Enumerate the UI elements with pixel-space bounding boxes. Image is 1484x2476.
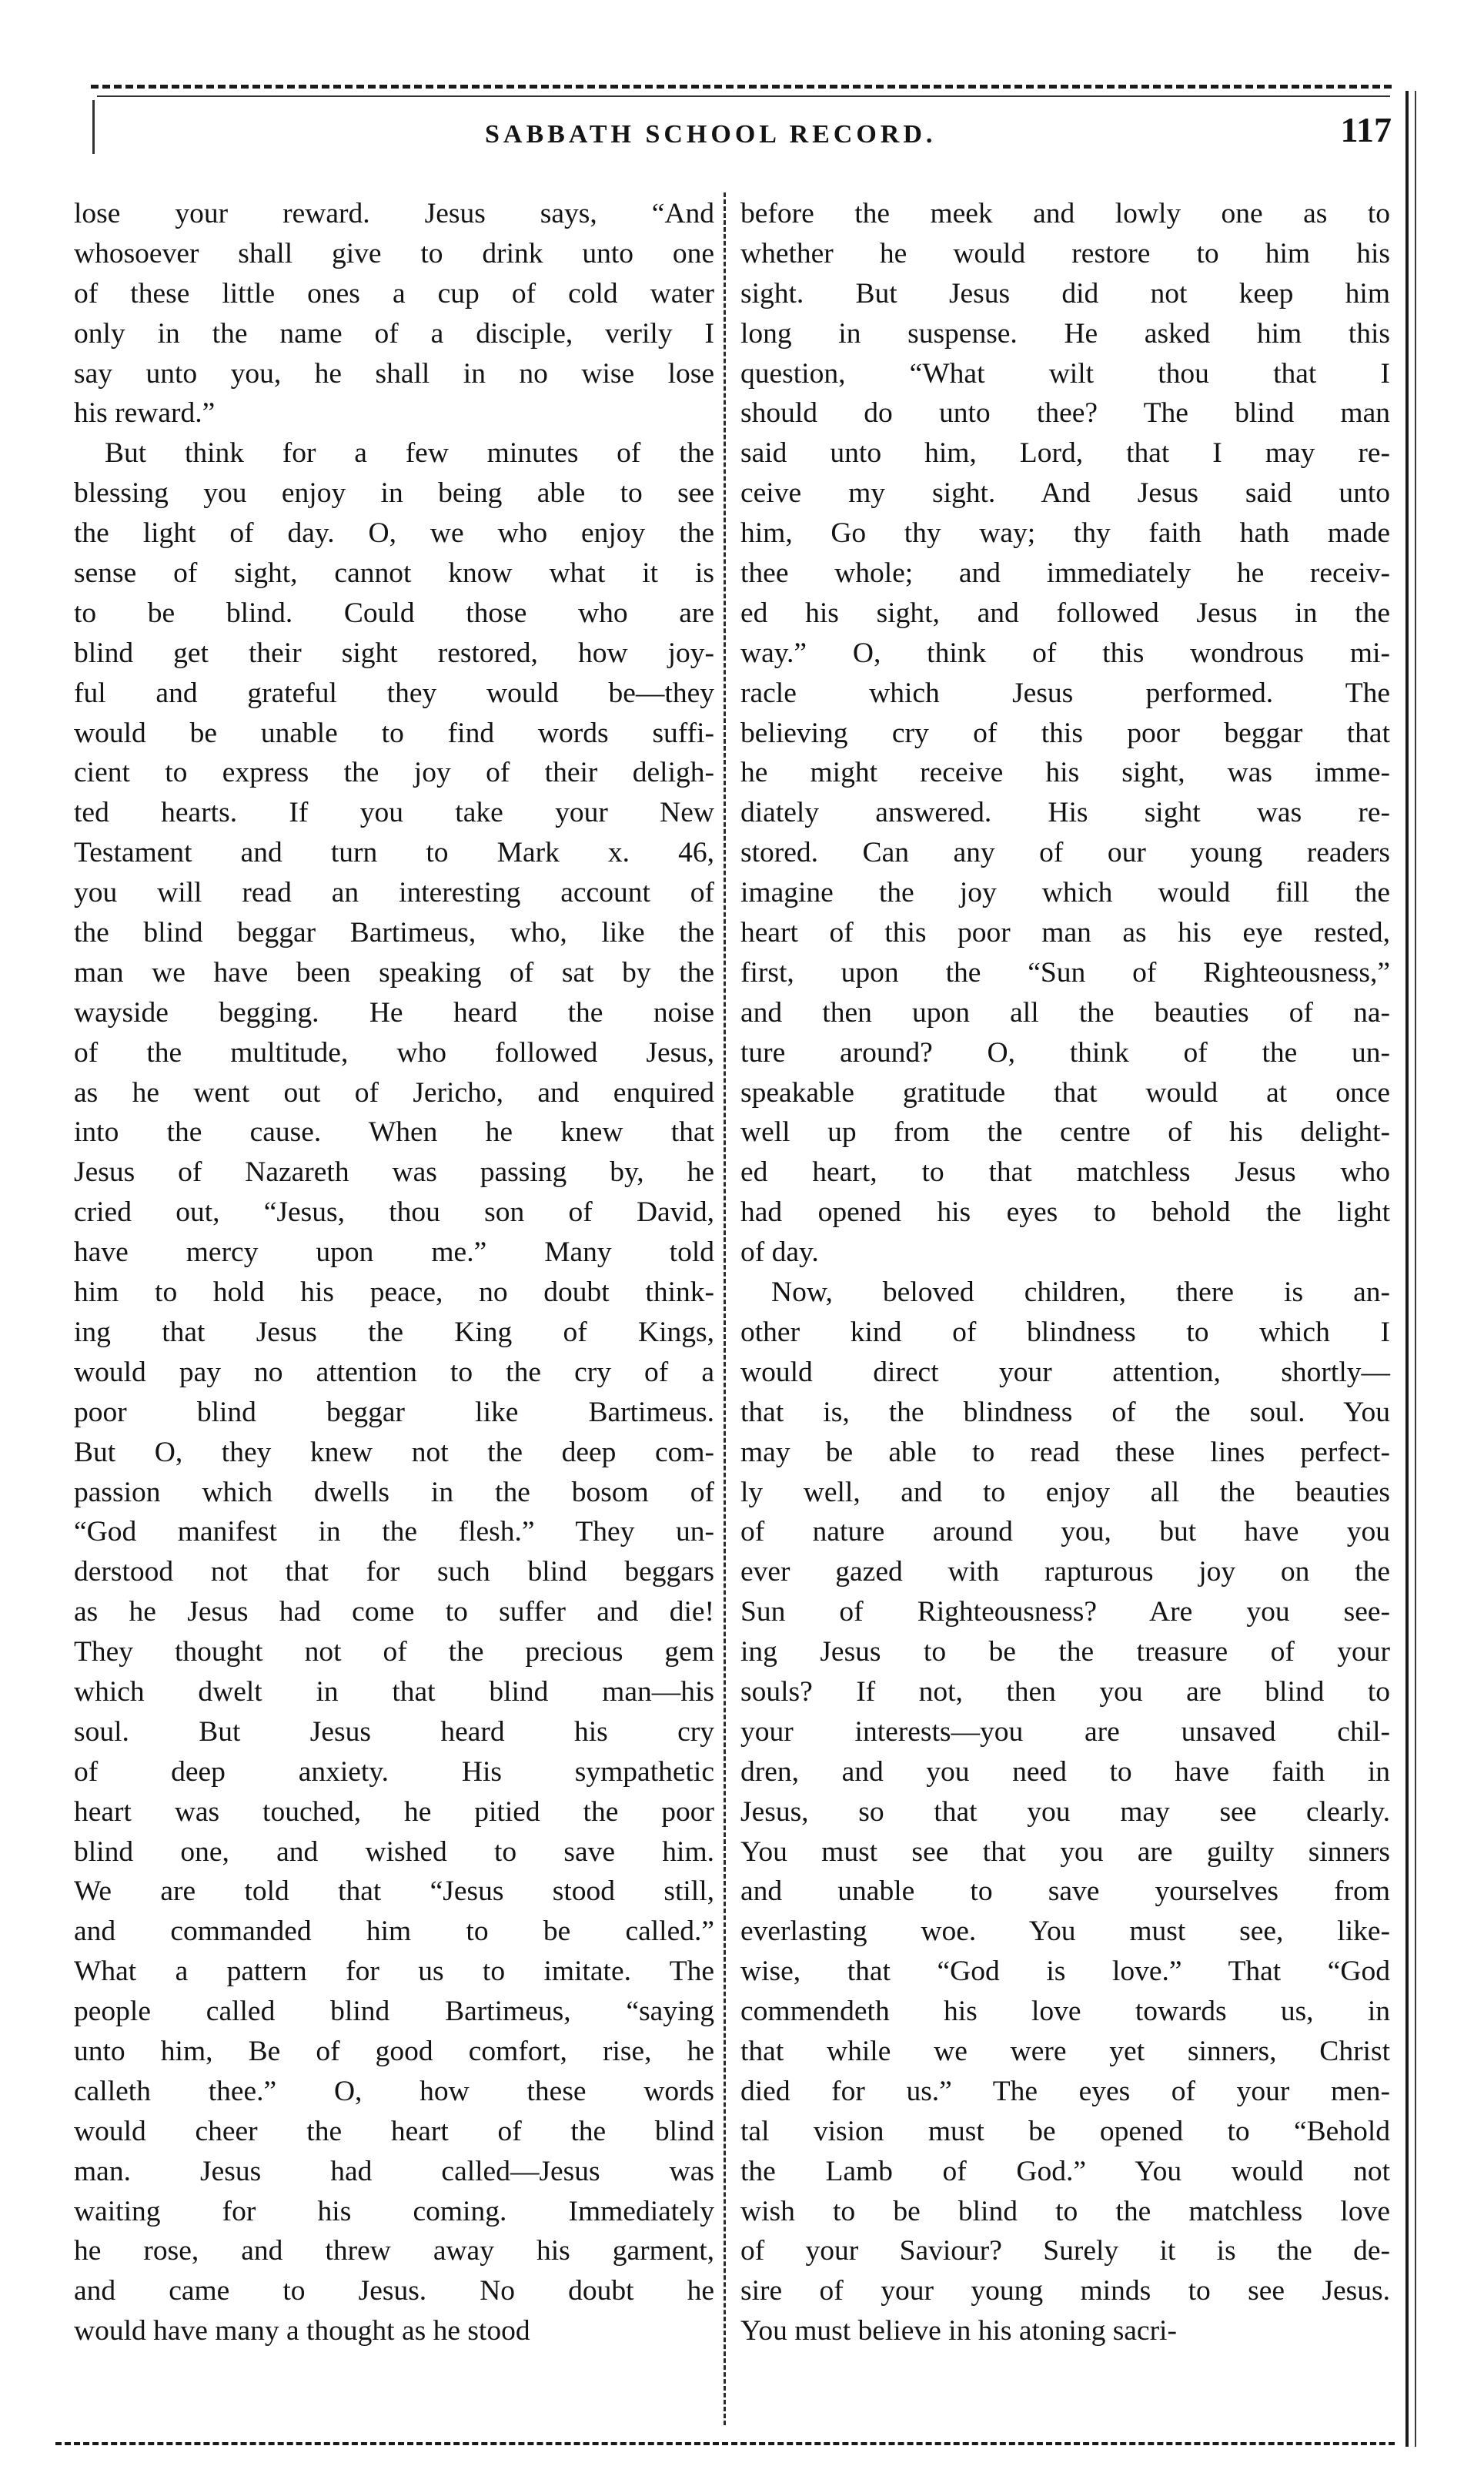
text-line: sight. But Jesus did not keep him [740, 277, 1390, 310]
text-line: whether he would restore to him his [740, 237, 1390, 269]
page-header [100, 110, 1401, 168]
text-line: cried out, “Jesus, thou son of David, [74, 1196, 714, 1229]
text-line: as he went out of Jericho, and enquired [74, 1076, 714, 1109]
text-line: only in the name of a disciple, verily I [74, 317, 714, 350]
text-line: would have many a thought as he stood [74, 2315, 530, 2347]
text-line: have mercy upon me.” Many told [74, 1236, 714, 1269]
running-head: SABBATH SCHOOL RECORD. [485, 120, 937, 149]
left-column [74, 194, 714, 2351]
text-line: ing Jesus to be the treasure of your [740, 1636, 1390, 1668]
text-line: you will read an interesting account of [74, 877, 714, 909]
text-line: would be unable to find words suffi- [74, 717, 714, 749]
text-line: ture around? O, think of the un- [740, 1036, 1390, 1069]
text-line: before the meek and lowly one as to [740, 198, 1390, 229]
text-line: and then upon all the beauties of na- [740, 996, 1390, 1029]
text-line: as he Jesus had come to suffer and die! [74, 1596, 714, 1628]
text-line: But think for a few minutes of the [105, 437, 714, 470]
text-line: wise, that “God is love.” That “God [740, 1956, 1390, 1988]
text-line: may be able to read these lines perfect- [740, 1436, 1390, 1468]
text-line: ever gazed with rapturous joy on the [740, 1556, 1390, 1588]
text-line: sense of sight, cannot know what it is [74, 557, 714, 590]
text-line: that is, the blindness of the soul. You [740, 1396, 1390, 1428]
text-line: died for us.” The eyes of your men- [740, 2075, 1390, 2107]
text-line: his reward.” [74, 397, 216, 430]
text-line: diately answered. His sight was re- [740, 797, 1390, 829]
top-rule [91, 85, 1392, 89]
text-line: ed his sight, and followed Jesus in the [740, 597, 1390, 629]
text-line: waiting for his coming. Immediately [74, 2195, 714, 2227]
text-line: poor blind beggar like Bartimeus. [74, 1396, 714, 1428]
text-line: sire of your young minds to see Jesus. [740, 2275, 1390, 2307]
text-line: wayside begging. He heard the noise [74, 996, 714, 1029]
page-number: 117 [1340, 110, 1392, 149]
text-line: derstood not that for such blind beggars [74, 1556, 714, 1588]
text-line: that while we were yet sinners, Christ [740, 2035, 1390, 2067]
text-line: whosoever shall give to drink unto one [74, 237, 714, 269]
text-line: should do unto thee? The blind man [740, 397, 1390, 430]
text-line: ing that Jesus the King of Kings, [74, 1316, 714, 1348]
text-line: believing cry of this poor beggar that [740, 717, 1390, 749]
text-line: cient to express the joy of their deligh- [74, 757, 714, 789]
text-line: of day. [740, 1236, 819, 1269]
text-line: But O, they knew not the deep com- [74, 1436, 714, 1468]
text-line: You must see that you are guilty sinners [740, 1835, 1390, 1868]
text-line: and commanded him to be called.” [74, 1916, 714, 1948]
text-line: passion which dwells in the bosom of [74, 1476, 714, 1508]
column-divider [724, 192, 726, 2425]
text-line: You must believe in his atoning sacri- [740, 2315, 1177, 2347]
text-line: blind one, and wished to save him. [74, 1835, 714, 1868]
text-line: had opened his eyes to behold the light [740, 1196, 1390, 1229]
text-line: say unto you, he shall in no wise lose [74, 357, 714, 390]
text-line: speakable gratitude that would at once [740, 1076, 1390, 1109]
text-line: ceive my sight. And Jesus said unto [740, 477, 1390, 510]
text-line: question, “What wilt thou that I [740, 357, 1390, 390]
text-line: everlasting woe. You must see, like- [740, 1916, 1390, 1948]
text-line: stored. Can any of our young readers [740, 837, 1390, 869]
text-line: tal vision must be opened to “Behold [740, 2115, 1390, 2147]
right-column [740, 194, 1390, 2351]
text-line: man we have been speaking of sat by the [74, 956, 714, 989]
text-line: wish to be blind to the matchless love [740, 2195, 1390, 2227]
text-line: man. Jesus had called—Jesus was [74, 2155, 714, 2187]
text-line: and came to Jesus. No doubt he [74, 2275, 714, 2307]
text-line: blind get their sight restored, how joy- [74, 637, 714, 669]
text-line: would cheer the heart of the blind [74, 2115, 714, 2147]
text-line: Jesus of Nazareth was passing by, he [74, 1156, 714, 1189]
text-line: which dwelt in that blind man—his [74, 1675, 714, 1708]
text-line: first, upon the “Sun of Righteousness,” [740, 956, 1390, 989]
text-line: Sun of Righteousness? Are you see- [740, 1596, 1390, 1628]
text-line: would direct your attention, shortly— [740, 1356, 1390, 1388]
text-line: ful and grateful they would be—they [74, 677, 714, 709]
text-line: way.” O, think of this wondrous mi- [740, 637, 1390, 669]
text-line: people called blind Bartimeus, “saying [74, 1996, 714, 2028]
text-line: calleth thee.” O, how these words [74, 2075, 714, 2107]
text-line: souls? If not, then you are blind to [740, 1675, 1390, 1708]
text-line: unto him, Be of good comfort, rise, he [74, 2035, 714, 2067]
text-line: of these little ones a cup of cold water [74, 277, 714, 310]
text-line: he might receive his sight, was imme- [740, 757, 1390, 789]
text-line: blessing you enjoy in being able to see [74, 477, 714, 510]
text-line: your interests—you are unsaved chil- [740, 1715, 1390, 1748]
text-line: ed heart, to that matchless Jesus who [740, 1156, 1390, 1189]
text-line: dren, and you need to have faith in [740, 1755, 1390, 1788]
text-line: of the multitude, who followed Jesus, [74, 1036, 714, 1069]
text-line: he rose, and threw away his garment, [74, 2235, 714, 2267]
text-line: They thought not of the precious gem [74, 1636, 714, 1668]
text-line: said unto him, Lord, that I may re- [740, 437, 1390, 470]
text-line: him, Go thy way; thy faith hath made [740, 517, 1390, 550]
text-line: soul. But Jesus heard his cry [74, 1715, 714, 1748]
text-line: Jesus, so that you may see clearly. [740, 1795, 1390, 1828]
text-line: of deep anxiety. His sympathetic [74, 1755, 714, 1788]
text-line: into the cause. When he knew that [74, 1116, 714, 1149]
text-line: would pay no attention to the cry of a [74, 1356, 714, 1388]
text-line: to be blind. Could those who are [74, 597, 714, 629]
text-line: heart of this poor man as his eye rested, [740, 917, 1390, 949]
text-line: of your Saviour? Surely it is the de- [740, 2235, 1390, 2267]
top-rule-inner [97, 95, 1390, 97]
text-line: ly well, and to enjoy all the beauties [740, 1476, 1390, 1508]
bottom-rule [55, 2442, 1395, 2445]
text-line: lose your reward. Jesus says, “And [74, 198, 714, 229]
text-line: “God manifest in the flesh.” They un- [74, 1516, 714, 1548]
text-line: other kind of blindness to which I [740, 1316, 1390, 1348]
text-line: racle which Jesus performed. The [740, 677, 1390, 709]
right-border-rule-inner [1415, 91, 1416, 2447]
text-line: commendeth his love towards us, in [740, 1996, 1390, 2028]
text-line: him to hold his peace, no doubt think- [74, 1276, 714, 1309]
right-border-rule [1405, 91, 1409, 2447]
text-line: thee whole; and immediately he receiv- [740, 557, 1390, 590]
text-line: the blind beggar Bartimeus, who, like the [74, 917, 714, 949]
text-line: We are told that “Jesus stood still, [74, 1875, 714, 1908]
text-line: Now, beloved children, there is an- [771, 1276, 1390, 1309]
text-line: and unable to save yourselves from [740, 1875, 1390, 1908]
text-line: heart was touched, he pitied the poor [74, 1795, 714, 1828]
text-line: imagine the joy which would fill the [740, 877, 1390, 909]
text-line: long in suspense. He asked him this [740, 317, 1390, 350]
text-line: well up from the centre of his delight- [740, 1116, 1390, 1149]
text-line: of nature around you, but have you [740, 1516, 1390, 1548]
text-line: the light of day. O, we who enjoy the [74, 517, 714, 550]
text-line: Testament and turn to Mark x. 46, [74, 837, 714, 869]
left-margin-mark [92, 100, 95, 154]
text-line: the Lamb of God.” You would not [740, 2155, 1390, 2187]
text-line: ted hearts. If you take your New [74, 797, 714, 829]
text-line: What a pattern for us to imitate. The [74, 1956, 714, 1988]
